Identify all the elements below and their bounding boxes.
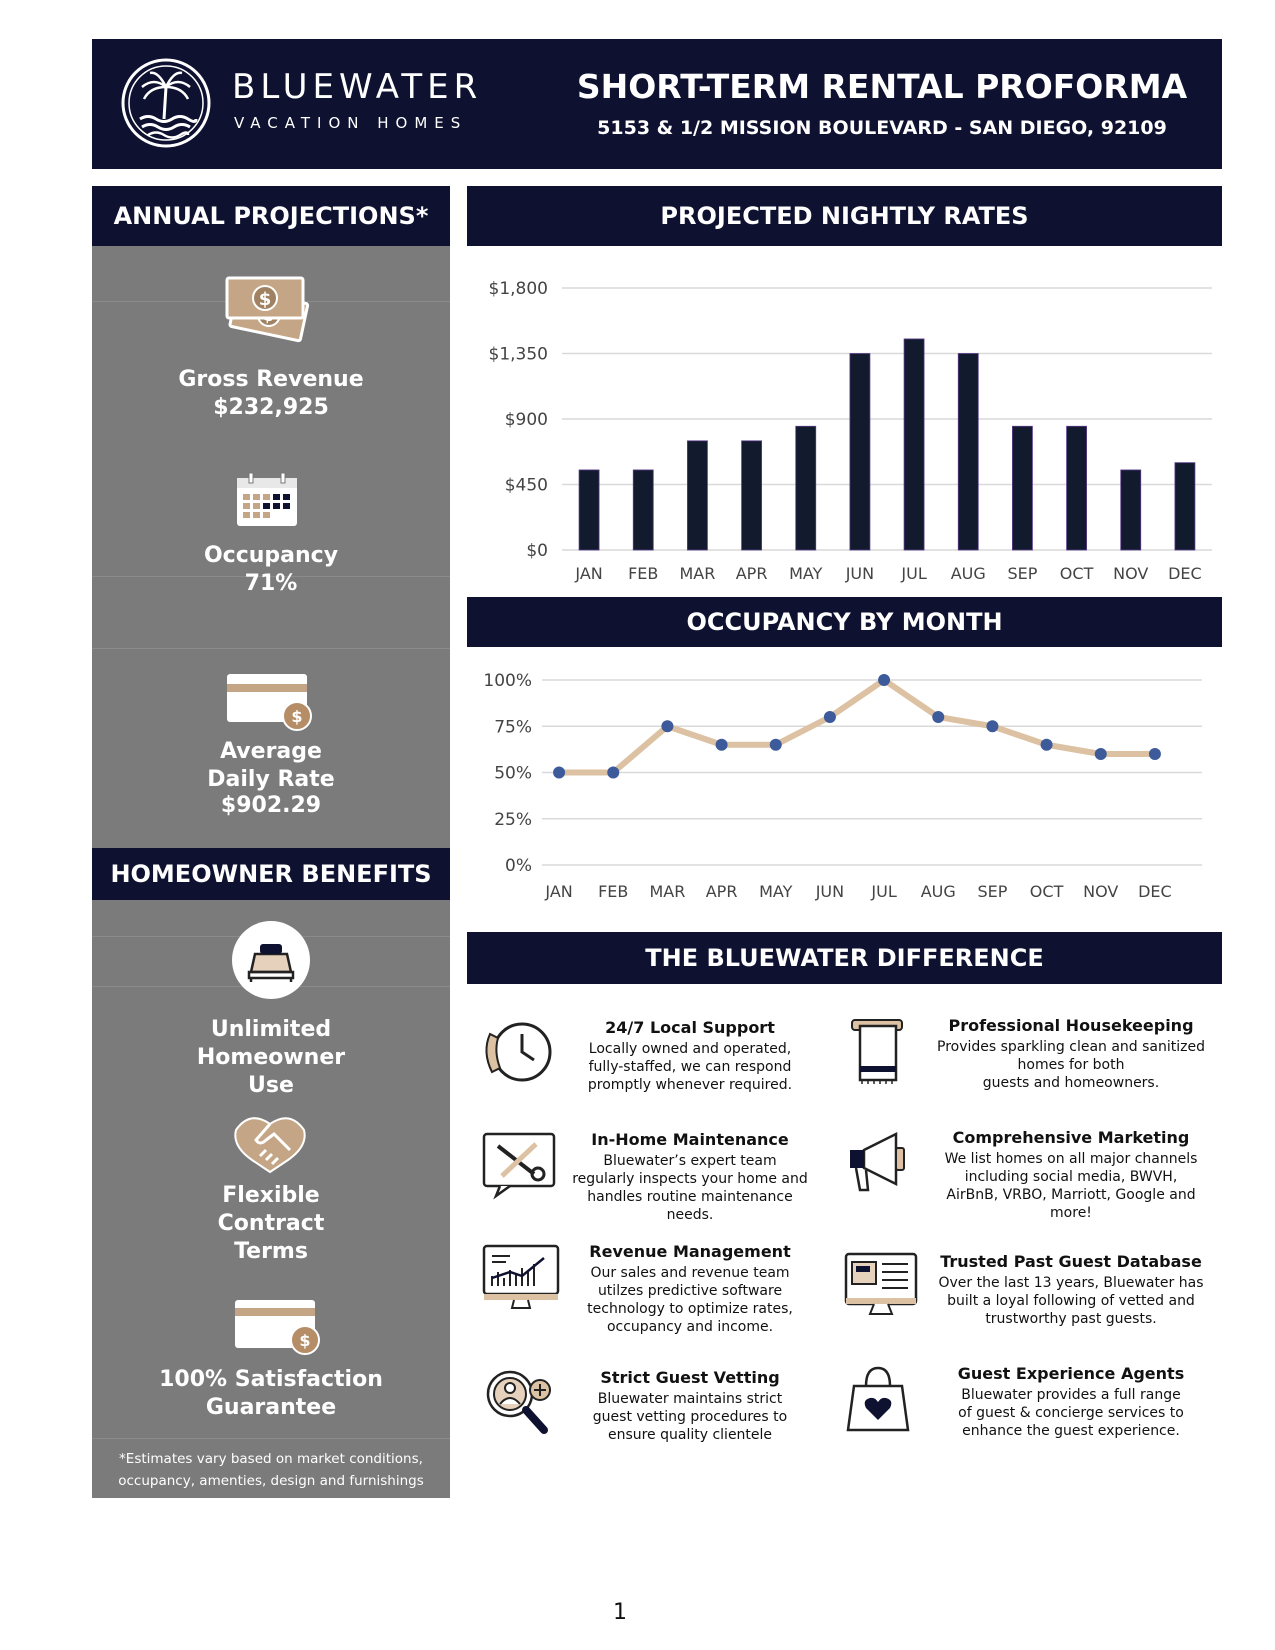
feature-line: handles routine maintenance xyxy=(587,1189,793,1205)
occupancy-line-chart xyxy=(467,660,1222,910)
feature-line: trustworthy past guests. xyxy=(985,1311,1157,1327)
point-jul xyxy=(878,674,890,686)
bar-dec xyxy=(1175,463,1195,550)
x-tick-label: MAY xyxy=(789,564,823,583)
unlimited-use-line-1: Unlimited xyxy=(210,1017,332,1042)
y-tick-label: 50% xyxy=(494,763,532,784)
occupancy-value: 71% xyxy=(244,571,298,596)
svg-text:$: $ xyxy=(299,1331,311,1350)
page-header xyxy=(92,39,1222,169)
x-tick-label: MAR xyxy=(679,564,716,583)
feature-description xyxy=(560,1390,820,1444)
feature-description xyxy=(560,1264,820,1336)
svg-text:$: $ xyxy=(258,289,272,310)
point-feb xyxy=(607,767,619,779)
bar-mar xyxy=(687,441,707,550)
bar-jan xyxy=(579,470,599,550)
feature-line: fully-staffed, we can respond xyxy=(588,1059,792,1075)
feature-description xyxy=(926,1274,1216,1328)
handshake-icon xyxy=(232,1110,308,1176)
feature-line: AirBnB, VRBO, Marriott, Google and xyxy=(946,1187,1196,1203)
gross-revenue-label: Gross Revenue xyxy=(178,367,364,392)
feature-title: Strict Guest Vetting xyxy=(600,1368,780,1387)
point-mar xyxy=(661,720,673,732)
feature-title: Comprehensive Marketing xyxy=(952,1128,1190,1147)
clock-phone-icon xyxy=(480,1018,564,1088)
feature-title: In-Home Maintenance xyxy=(591,1130,789,1149)
brand-name: BLUEWATER xyxy=(232,67,483,107)
homeowner-benefits-heading: HOMEOWNER BENEFITS xyxy=(92,848,450,900)
credit-card-guarantee-icon xyxy=(233,1298,325,1358)
brand-subtitle: VACATION HOMES xyxy=(234,114,468,132)
estimates-footnote xyxy=(92,1448,450,1492)
flexible-terms-line-2: Contract xyxy=(217,1211,325,1236)
annual-projections-heading: ANNUAL PROJECTIONS* xyxy=(92,186,450,246)
point-oct xyxy=(1041,739,1053,751)
y-tick-label: $1,800 xyxy=(488,279,548,299)
y-tick-label: $0 xyxy=(526,541,548,561)
monitor-chart-icon xyxy=(480,1242,564,1312)
x-tick-label: APR xyxy=(705,882,738,901)
feature-line: of guest & concierge services to xyxy=(958,1405,1184,1421)
point-jan xyxy=(553,767,565,779)
unlimited-use-line-2: Homeowner xyxy=(196,1045,346,1070)
x-tick-label: OCT xyxy=(1029,882,1064,901)
x-tick-label: FEB xyxy=(628,564,659,583)
feature-line: homes for both xyxy=(1017,1057,1125,1073)
feature-line: more! xyxy=(1050,1205,1092,1221)
x-tick-label: AUG xyxy=(950,564,986,583)
x-tick-label: JAN xyxy=(545,882,573,901)
nightly-rates-heading: PROJECTED NIGHTLY RATES xyxy=(467,186,1222,246)
feature-line: guests and homeowners. xyxy=(982,1075,1160,1091)
x-tick-label: JUL xyxy=(871,882,897,901)
y-tick-label: 75% xyxy=(494,717,532,738)
x-tick-label: NOV xyxy=(1113,564,1149,583)
feature-line: including social media, BWVH, xyxy=(964,1169,1178,1185)
bar-may xyxy=(796,426,816,550)
satisfaction-line-2: Guarantee xyxy=(205,1395,337,1420)
feature-line: guest vetting procedures to xyxy=(592,1409,788,1425)
feature-line: Over the last 13 years, Bluewater has xyxy=(938,1275,1204,1291)
point-nov xyxy=(1095,748,1107,760)
flexible-terms-line-1: Flexible xyxy=(222,1183,320,1208)
average-daily-rate-value: $902.29 xyxy=(220,793,322,818)
x-tick-label: FEB xyxy=(598,882,629,901)
unlimited-use-line-3: Use xyxy=(248,1073,294,1098)
x-tick-label: OCT xyxy=(1059,564,1094,583)
feature-title: Trusted Past Guest Database xyxy=(940,1252,1202,1271)
feature-line: Bluewater provides a full range xyxy=(961,1387,1181,1403)
y-tick-label: $1,350 xyxy=(488,344,548,365)
point-may xyxy=(770,739,782,751)
feature-line: utilzes predictive software xyxy=(597,1283,783,1299)
feature-line: built a loyal following of vetted and xyxy=(947,1293,1195,1309)
flexible-terms-line-3: Terms xyxy=(234,1239,308,1264)
feature-title: Revenue Management xyxy=(589,1242,791,1261)
y-tick-label: $900 xyxy=(504,410,548,430)
annual-projections-panel xyxy=(92,246,450,848)
average-daily-rate-label-1: Average xyxy=(220,739,322,764)
feature-title: Professional Housekeeping xyxy=(948,1016,1194,1035)
feature-title: 24/7 Local Support xyxy=(605,1018,775,1037)
point-dec xyxy=(1149,748,1161,760)
x-tick-label: NOV xyxy=(1083,882,1119,901)
svg-text:$: $ xyxy=(291,707,303,726)
page-number: 1 xyxy=(613,1600,627,1625)
megaphone-icon xyxy=(840,1128,924,1198)
feature-line: occupancy and income. xyxy=(606,1319,774,1335)
calendar-icon xyxy=(235,472,299,528)
feature-line: Our sales and revenue team xyxy=(590,1265,790,1281)
feature-line: Bluewater maintains strict xyxy=(597,1391,783,1407)
occupancy-label: Occupancy xyxy=(203,543,339,568)
feature-title: Guest Experience Agents xyxy=(957,1364,1185,1383)
feature-line: enhance the guest experience. xyxy=(962,1423,1180,1439)
homeowner-benefits-panel xyxy=(92,900,450,1498)
bar-feb xyxy=(633,470,653,550)
point-sep xyxy=(986,720,998,732)
document-title: SHORT-TERM RENTAL PROFORMA xyxy=(576,67,1188,106)
occupancy-heading: OCCUPANCY BY MONTH xyxy=(467,597,1222,647)
x-tick-label: SEP xyxy=(977,882,1008,901)
bed-icon xyxy=(231,920,311,1000)
property-address: 5153 & 1/2 MISSION BOULEVARD - SAN DIEGO, 92109 xyxy=(597,117,1167,139)
feature-description xyxy=(560,1152,820,1224)
footnote-line-1: *Estimates vary based on market conditions, xyxy=(119,1451,423,1467)
feature-line: needs. xyxy=(666,1207,714,1223)
y-tick-label: 0% xyxy=(505,856,532,876)
point-apr xyxy=(716,739,728,751)
feature-line: Provides sparkling clean and sanitized xyxy=(937,1039,1205,1055)
y-tick-label: $450 xyxy=(504,475,548,496)
satisfaction-line-1: 100% Satisfaction xyxy=(159,1367,383,1392)
monitor-list-icon xyxy=(840,1252,924,1322)
x-tick-label: JAN xyxy=(575,564,603,583)
nightly-rates-bar-chart xyxy=(467,260,1222,590)
bar-jul xyxy=(904,339,924,550)
x-tick-label: MAY xyxy=(759,882,793,901)
x-tick-label: AUG xyxy=(920,882,956,901)
feature-line: regularly inspects your home and xyxy=(572,1171,808,1187)
feature-description xyxy=(926,1038,1216,1092)
money-bills-icon xyxy=(223,274,315,348)
bluewater-difference-heading: THE BLUEWATER DIFFERENCE xyxy=(467,932,1222,984)
x-tick-label: SEP xyxy=(1007,564,1038,583)
bar-jun xyxy=(850,354,870,551)
x-tick-label: MAR xyxy=(649,882,686,901)
bar-aug xyxy=(958,354,978,551)
x-tick-label: JUN xyxy=(815,882,845,901)
feature-line: We list homes on all major channels xyxy=(944,1151,1198,1167)
x-tick-label: DEC xyxy=(1168,564,1202,583)
footnote-line-2: occupancy, amenties, design and furnishings xyxy=(118,1473,424,1489)
feature-line: Locally owned and operated, xyxy=(588,1041,792,1057)
tools-icon xyxy=(480,1130,564,1200)
bar-nov xyxy=(1121,470,1141,550)
bar-apr xyxy=(742,441,762,550)
y-tick-label: 25% xyxy=(494,809,532,830)
feature-line: ensure quality clientele xyxy=(607,1427,773,1443)
y-tick-label: 100% xyxy=(483,671,532,691)
bar-sep xyxy=(1012,426,1032,550)
feature-line: technology to optimize rates, xyxy=(587,1301,793,1317)
feature-description xyxy=(560,1040,820,1094)
feature-description xyxy=(926,1150,1216,1222)
point-aug xyxy=(932,711,944,723)
palm-tree-logo-icon xyxy=(120,57,212,149)
gross-revenue-value: $232,925 xyxy=(213,395,329,420)
feature-line: Bluewater’s expert team xyxy=(603,1153,777,1169)
bar-oct xyxy=(1067,426,1087,550)
shopping-bag-heart-icon xyxy=(840,1364,924,1434)
x-tick-label: APR xyxy=(735,564,768,583)
towel-icon xyxy=(840,1016,924,1086)
feature-line: promptly whenever required. xyxy=(587,1077,793,1093)
magnifier-person-icon xyxy=(480,1368,564,1438)
point-jun xyxy=(824,711,836,723)
x-tick-label: JUL xyxy=(901,564,927,583)
credit-card-icon xyxy=(225,672,317,732)
average-daily-rate-label-2: Daily Rate xyxy=(207,767,335,792)
feature-description xyxy=(926,1386,1216,1440)
x-tick-label: DEC xyxy=(1138,882,1172,901)
x-tick-label: JUN xyxy=(845,564,875,583)
